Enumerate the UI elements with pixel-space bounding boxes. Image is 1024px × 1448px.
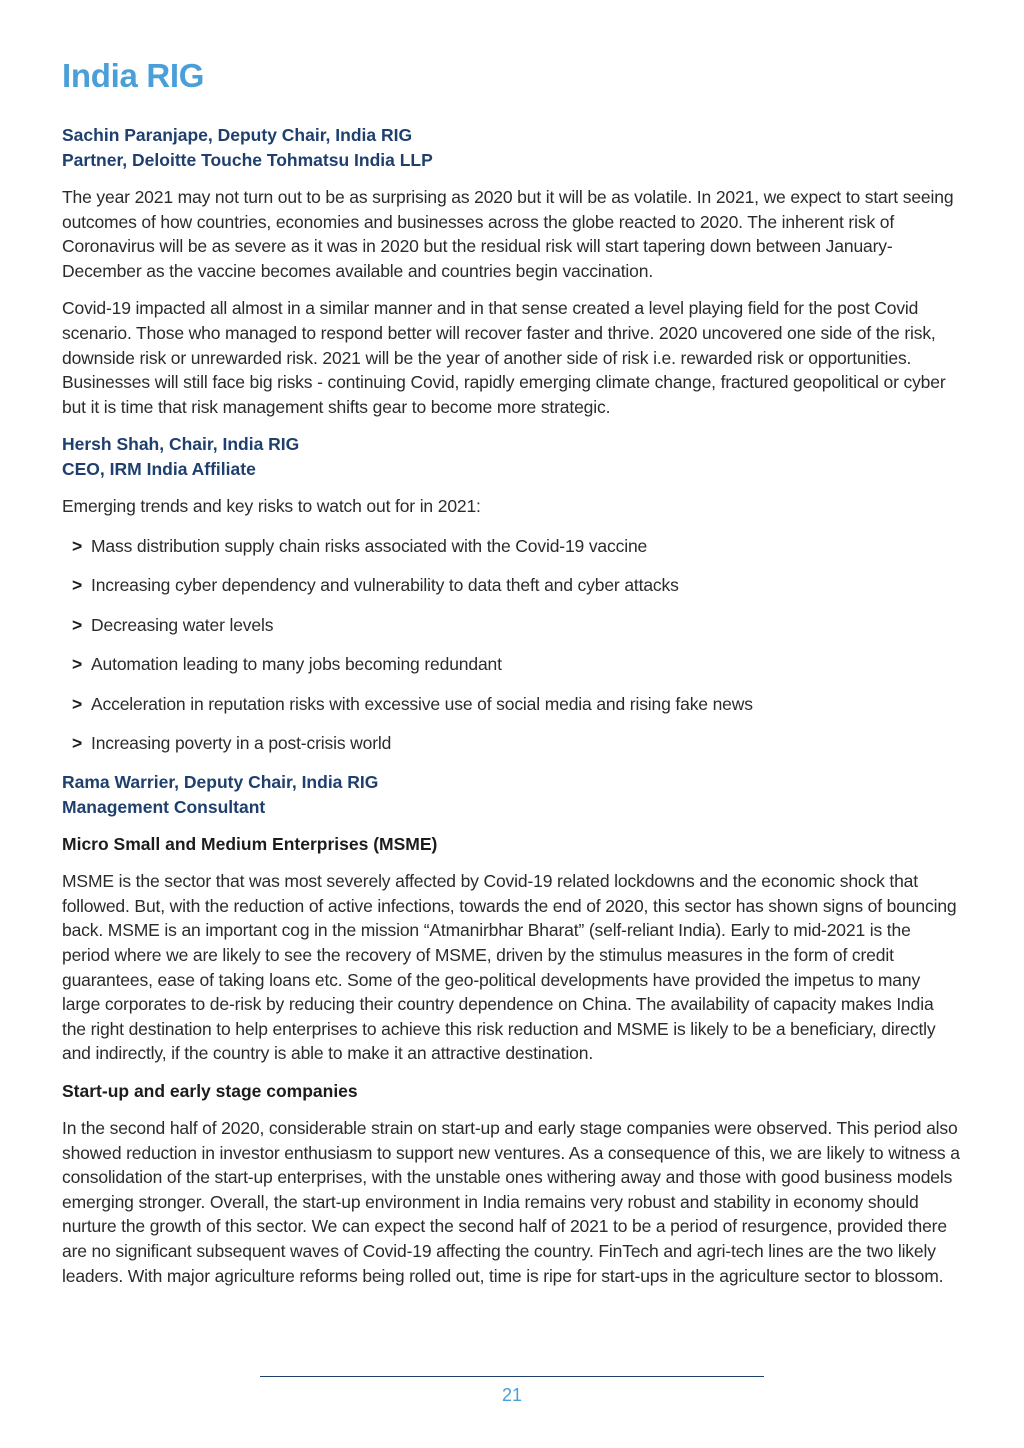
list-item [62,534,962,559]
list-item-text: Decreasing water levels [91,614,274,635]
list-item-text: Increasing cyber dependency and vulnerability to data theft and cyber attacks [91,575,679,596]
paragraph: Covid-19 impacted all almost in a similar manner and in that sense created a level playing field for the post Covid scenario. Those who managed to respond better will recover faster and thrive. 2020 uncovered one side of the risk, downside risk or unrewarded risk. 2021 will be the year of another side of risk i.e. rewarded risk or opportunities. Businesses will still face big risks - continuing Covid, rapidly emerging climate change, fractured geopolitical or cyber but it is time that risk management shifts gear to become more strategic. [62,298,946,417]
page-number: 21 [501,1385,523,1405]
author-name-line: Rama Warrier, Deputy Chair, India RIG [62,772,379,793]
list-item-text: Mass distribution supply chain risks associated with the Covid-19 vaccine [91,535,648,556]
author-role-line: CEO, IRM India Affiliate [62,459,256,480]
paragraph: In the second half of 2020, considerable strain on start-up and early stage companies were observed. This period also showed reduction in investor enthusiasm to support new ventures. As a consequence of this, we are likely to witness a consolidation of the start-up enterprises, with the unstable ones withering away and those with good business models emerging stronger. Overall, the start-up environment in India remains very robust and stability in economy should nurture the growth of this sector. We can expect the second half of 2021 to be a period of resurgence, provided there are no significant subsequent waves of Covid-19 affecting the country. FinTech and agri-tech lines are the two likely leaders. With major agriculture reforms being rolled out, time is ripe for start-ups in the agriculture sector to blossom. [62,1118,960,1286]
section-subheading: Start-up and early stage companies [62,1081,358,1102]
chevron-right-icon: > [72,575,83,596]
risk-list [62,534,962,756]
list-intro: Emerging trends and key risks to watch out for in 2021: [62,496,481,517]
list-item [62,731,962,756]
chevron-right-icon: > [72,614,83,635]
chevron-right-icon: > [72,732,83,753]
list-item-text: Increasing poverty in a post-crisis world [91,732,392,753]
list-item [62,692,962,717]
author-hersh-shah [62,432,962,482]
author-rama-warrier [62,770,962,820]
chevron-right-icon: > [72,693,83,714]
list-item [62,573,962,598]
list-item-text: Acceleration in reputation risks with excessive use of social media and rising fake news [91,693,753,714]
section-subheading: Micro Small and Medium Enterprises (MSME) [62,834,438,855]
author-sachin-paranjape [62,123,962,173]
chevron-right-icon: > [72,654,83,675]
list-item [62,613,962,638]
author-role-line: Management Consultant [62,797,266,818]
paragraph: MSME is the sector that was most severely affected by Covid-19 related lockdowns and the economic shock that followed. But, with the reduction of active infections, towards the end of 2020, this sector has shown signs of bouncing back. MSME is an important cog in the mission “Atmanirbhar Bharat” (self-reliant India). Early to mid-2021 is the period where we are likely to see the recovery of MSME, driven by the stimulus measures in the form of credit guarantees, ease of taking loans etc. Some of the geo-political developments have provided the impetus to many large corporates to de-risk by reducing their country dependence on China. The availability of capacity makes India the right destination to help enterprises to achieve this risk reduction and MSME is likely to be a beneficiary, directly and indirectly, if the country is able to make it an attractive destination. [62,871,957,1064]
document-page [62,52,962,1301]
author-name-line: Sachin Paranjape, Deputy Chair, India RIG [62,125,413,145]
list-item-text: Automation leading to many jobs becoming redundant [91,654,502,675]
chevron-right-icon: > [72,535,83,556]
author-name-line: Hersh Shah, Chair, India RIG [62,434,300,455]
page-title: India RIG [62,57,205,94]
footer-divider [260,1376,764,1377]
list-item [62,652,962,677]
author-role-line: Partner, Deloitte Touche Tohmatsu India LLP [62,150,433,170]
paragraph: The year 2021 may not turn out to be as surprising as 2020 but it will be as volatile. In 2021, we expect to start seeing outcomes of how countries, economies and businesses across the globe reacted to 2020. The inherent risk of Coronavirus will be as severe as it was in 2020 but the residual risk will start tapering down between January-December as the vaccine becomes available and countries begin vaccination. [62,187,954,281]
